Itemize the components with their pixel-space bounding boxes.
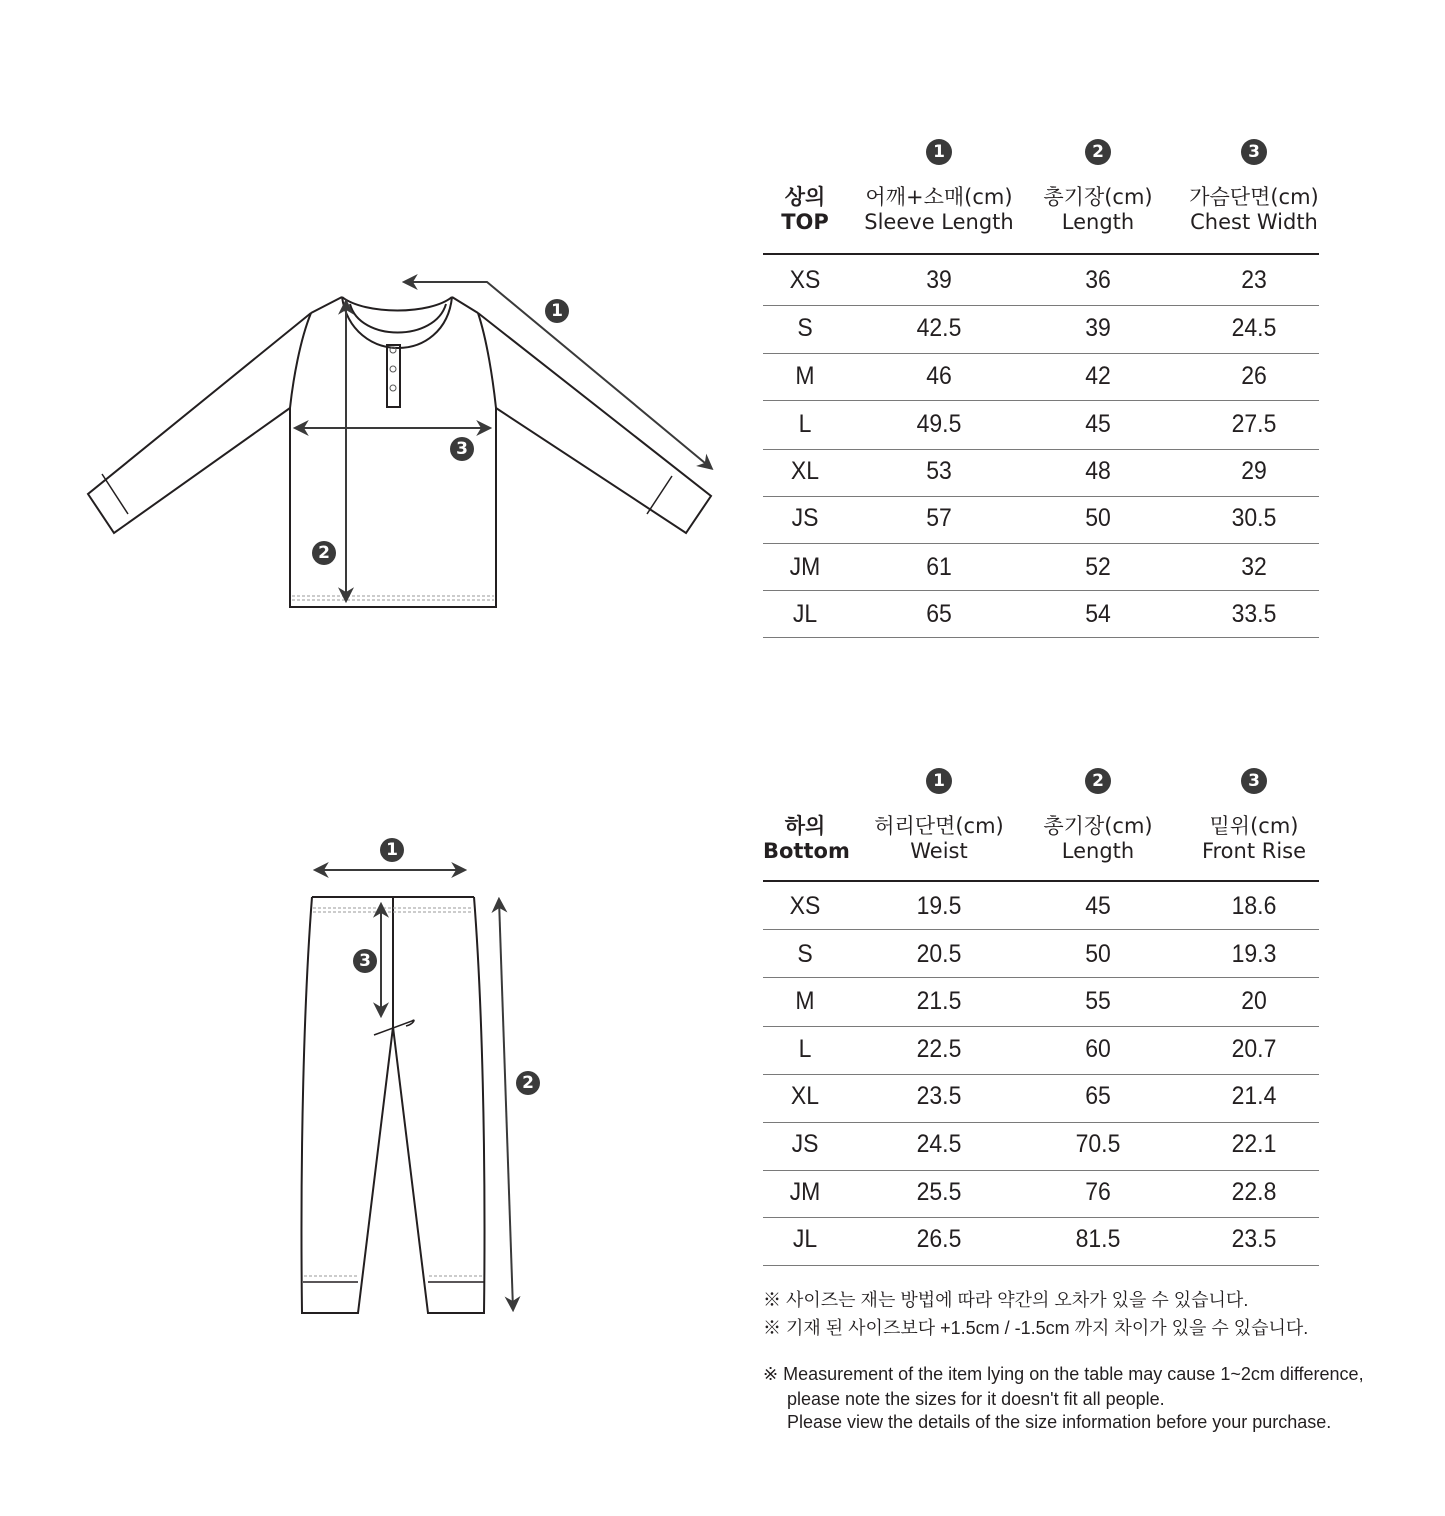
sleeve-length-value: 53 <box>926 457 952 485</box>
column-header-en: Front Rise <box>1201 839 1307 863</box>
length-value: 48 <box>1085 457 1111 485</box>
sleeve-length-value: 65 <box>926 600 952 628</box>
column-header-en: Length <box>1061 210 1135 234</box>
column-header-ko: 허리단면(cm) <box>874 814 1004 838</box>
length-value: 65 <box>1085 1082 1111 1110</box>
column-header-en: Sleeve Length <box>864 210 1014 234</box>
waist-value: 20.5 <box>916 940 962 968</box>
chest-width-value: 29 <box>1241 457 1267 485</box>
row-divider <box>763 977 1319 978</box>
note-en-1: ※ Measurement of the item lying on the table may cause 1~2cm difference, <box>763 1364 1364 1384</box>
column-header-ko: 총기장(cm) <box>1043 814 1153 838</box>
sleeve-length-value: 39 <box>926 266 952 294</box>
length-value: 50 <box>1085 940 1111 968</box>
front-rise-value: 20 <box>1241 987 1267 1015</box>
column-1-icon: 1 <box>926 139 952 165</box>
row-divider <box>763 496 1319 497</box>
size-label: JM <box>789 1178 821 1206</box>
row-divider <box>763 543 1319 544</box>
size-label: JS <box>791 504 819 532</box>
size-label: XL <box>790 1082 820 1110</box>
chest-width-value: 27.5 <box>1231 410 1277 438</box>
size-label: JM <box>789 553 821 581</box>
column-header-en: Weist <box>910 839 968 863</box>
length-value: 45 <box>1085 410 1111 438</box>
bottom-label-en: Bottom <box>763 839 850 863</box>
chest-width-value: 24.5 <box>1231 314 1277 342</box>
waist-value: 22.5 <box>916 1035 962 1063</box>
size-label: XS <box>789 892 821 920</box>
note-ko-1: ※ 사이즈는 재는 방법에 따라 약간의 오차가 있을 수 있습니다. <box>763 1290 1249 1310</box>
row-divider <box>763 353 1319 354</box>
top-label-en: TOP <box>781 210 829 234</box>
sleeve-length-value: 42.5 <box>916 314 962 342</box>
waist-value: 21.5 <box>916 987 962 1015</box>
chest-width-value: 26 <box>1241 362 1267 390</box>
sleeve-length-value: 57 <box>926 504 952 532</box>
marker-3-icon: 3 <box>450 437 474 461</box>
chest-width-value: 32 <box>1241 553 1267 581</box>
row-divider <box>763 590 1319 591</box>
row-divider <box>763 1217 1319 1218</box>
length-value: 45 <box>1085 892 1111 920</box>
top-shirt-drawing <box>88 297 711 607</box>
pants-length-arrow <box>499 900 513 1309</box>
waist-value: 25.5 <box>916 1178 962 1206</box>
column-header-ko: 총기장(cm) <box>1043 185 1153 209</box>
row-divider <box>763 929 1319 930</box>
column-3-icon: 3 <box>1241 768 1267 794</box>
size-label: M <box>795 987 815 1015</box>
row-divider <box>763 305 1319 306</box>
row-divider <box>763 1074 1319 1075</box>
length-value: 81.5 <box>1075 1225 1121 1253</box>
size-label: M <box>795 362 815 390</box>
marker-3-icon: 3 <box>353 949 377 973</box>
size-label: JL <box>792 1225 818 1253</box>
row-divider <box>763 1170 1319 1171</box>
column-2-icon: 2 <box>1085 139 1111 165</box>
column-1-icon: 1 <box>926 768 952 794</box>
length-value: 76 <box>1085 1178 1111 1206</box>
bottom-label-ko: 하의 <box>784 814 826 838</box>
row-divider <box>763 1122 1319 1123</box>
waist-value: 26.5 <box>916 1225 962 1253</box>
length-value: 55 <box>1085 987 1111 1015</box>
header-divider <box>763 253 1319 255</box>
marker-2-icon: 2 <box>312 541 336 565</box>
chest-width-value: 33.5 <box>1231 600 1277 628</box>
front-rise-value: 19.3 <box>1231 940 1277 968</box>
note-en-2: please note the sizes for it doesn't fit all people. <box>787 1389 1165 1409</box>
sleeve-length-value: 61 <box>926 553 952 581</box>
front-rise-value: 18.6 <box>1231 892 1277 920</box>
row-divider <box>763 1026 1319 1027</box>
row-divider <box>763 400 1319 401</box>
length-value: 54 <box>1085 600 1111 628</box>
length-value: 52 <box>1085 553 1111 581</box>
size-label: L <box>798 1035 812 1063</box>
waist-value: 19.5 <box>916 892 962 920</box>
row-divider <box>763 449 1319 450</box>
chest-width-value: 23 <box>1241 266 1267 294</box>
note-en-3: Please view the details of the size information before your purchase. <box>787 1412 1332 1432</box>
length-value: 70.5 <box>1075 1130 1121 1158</box>
length-value: 50 <box>1085 504 1111 532</box>
column-3-icon: 3 <box>1241 139 1267 165</box>
placket-buttons <box>390 347 396 391</box>
column-header-en: Chest Width <box>1190 210 1318 234</box>
column-header-ko: 어깨+소매(cm) <box>865 185 1013 209</box>
note-ko-2: ※ 기재 된 사이즈보다 +1.5cm / -1.5cm 까지 차이가 있을 수 있습니다. <box>763 1318 1309 1338</box>
front-rise-value: 20.7 <box>1231 1035 1277 1063</box>
marker-1-icon: 1 <box>545 299 569 323</box>
top-size-table <box>763 130 1319 650</box>
marker-1-icon: 1 <box>380 838 404 862</box>
front-rise-value: 23.5 <box>1231 1225 1277 1253</box>
size-label: S <box>797 314 813 342</box>
size-label: JL <box>792 600 818 628</box>
row-divider <box>763 637 1319 638</box>
header-divider <box>763 880 1319 882</box>
sleeve-length-value: 49.5 <box>916 410 962 438</box>
bottom-size-table <box>763 758 1319 1278</box>
size-label: XS <box>789 266 821 294</box>
column-header-ko: 가슴단면(cm) <box>1189 185 1319 209</box>
front-rise-value: 22.8 <box>1231 1178 1277 1206</box>
front-rise-value: 21.4 <box>1231 1082 1277 1110</box>
column-2-icon: 2 <box>1085 768 1111 794</box>
marker-2-icon: 2 <box>516 1071 540 1095</box>
length-value: 42 <box>1085 362 1111 390</box>
column-header-en: Length <box>1061 839 1135 863</box>
size-label: JS <box>791 1130 819 1158</box>
column-header-ko: 밑위(cm) <box>1209 814 1299 838</box>
top-label-ko: 상의 <box>784 185 826 209</box>
size-label: XL <box>790 457 820 485</box>
size-label: L <box>798 410 812 438</box>
waist-value: 23.5 <box>916 1082 962 1110</box>
length-value: 39 <box>1085 314 1111 342</box>
length-value: 36 <box>1085 266 1111 294</box>
row-divider <box>763 1265 1319 1266</box>
front-rise-value: 22.1 <box>1231 1130 1277 1158</box>
bottom-pants-drawing <box>301 897 484 1313</box>
size-label: S <box>797 940 813 968</box>
waist-value: 24.5 <box>916 1130 962 1158</box>
chest-width-value: 30.5 <box>1231 504 1277 532</box>
sleeve-length-value: 46 <box>926 362 952 390</box>
length-value: 60 <box>1085 1035 1111 1063</box>
